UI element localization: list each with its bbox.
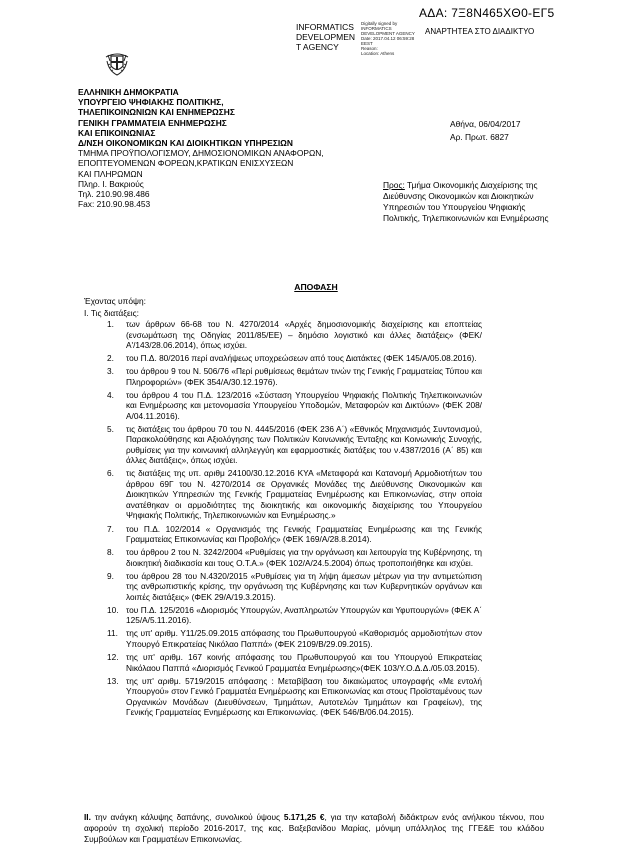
list-item: 5. τις διατάξεις του άρθρου 70 του Ν. 4445/2016 (ΦΕΚ 236 Α΄) «Εθνικός Μηχανισμός Συντονισμού, Παρακολούθησης και Αξιολόγησης των Πολιτικών Κοινωνικής Ένταξης και Κοινωνικής Συνοχής, ρυθμίσεις για την κοινωνική αλληλεγγύη και εφαρμοστικές διατάξεις του ν.4387/2016 (Α΄ 85) και άλλες διατάξεις», όπως ισχύει. xyxy=(107,423,482,466)
recipient-block xyxy=(383,180,563,224)
contact-person: Πληρ. Ι. Βακριούς xyxy=(78,178,144,189)
preamble-intro: Έχοντας υπόψη: xyxy=(84,296,146,306)
issuer-line: ΕΠΟΠΤΕΥΟΜΕΝΩΝ ΦΟΡΕΩΝ,ΚΡΑΤΙΚΩΝ ΕΝΙΣΧΥΣΕΩΝ xyxy=(78,158,294,169)
list-item: 7. του Π.Δ. 102/2014 « Οργανισμός της Γενικής Γραμματείας Ενημέρωσης και της Γενικής Γραμματείας Επικοινωνίας και Προβολής» (ΦΕΚ 169/Α/28.8.2014). xyxy=(107,523,482,545)
digital-signature-details: Digitally signed by INFORMATICS DEVELOPMENT AGENCY Date: 2017.04.12 06:59:28 EEST Reason: Location: Athens xyxy=(361,21,415,56)
signer-agency: INFORMATICS DEVELOPMEN T AGENCY xyxy=(296,22,356,52)
list-item: 13. της υπ' αριθμ. 5719/2015 απόφασης : Μεταβίβαση του δικαιώματος υπογραφής «Με εντολή Υπουργού» στον Γενικό Γραμματέα Ενημέρωσης και Επικοινωνίας και στους Προϊσταμένους των Οργανικών Μονάδων (Διευθύνσεων, Τμημάτων, Αυτοτελών Τμημάτων και Γραφείων), της Γενικής Γραμματείας Ενημέρωσης και Επικοινωνίας. (ΦΕΚ 546/Β/06.04.2015). xyxy=(107,675,482,718)
ada-code: ΑΔΑ: 7Ξ8Ν465ΧΘ0-ΕΓ5 xyxy=(419,6,555,20)
list-item: 9. του άρθρου 28 του Ν.4320/2015 «Ρυθμίσεις για τη λήψη άμεσων μέτρων για την αντιμετώπιση της ανθρωπιστικής κρίσης, την οργάνωση της Κυβέρνησης και των Κυβερνητικών οργάνων και λοιπές διατάξεις» (ΦΕΚ 29/Α/19.3.2015). xyxy=(107,570,482,602)
fax-number: Fax: 210.90.98.453 xyxy=(78,199,151,210)
list-item: 10. του Π.Δ. 125/2016 «Διορισμός Υπουργών, Αναπληρωτών Υπουργών και Υφυπουργών» (ΦΕΚ Α΄ 125/Α/5.11.2016). xyxy=(107,604,482,626)
date-block xyxy=(450,118,521,144)
issuer-line: Δ/ΝΣΗ ΟΙΚΟΝΟΜΙΚΩΝ ΚΑΙ ΔΙΟΙΚΗΤΙΚΩΝ ΥΠΗΡΕΣΙΩΝ xyxy=(78,138,293,149)
list-item: 11. της υπ' αριθμ. Υ11/25.09.2015 απόφασης του Πρωθυπουργού «Καθορισμός αρμοδιοτήτων στον Υπουργό Επικρατείας Νικόλαο Παππά» (ΦΕΚ 2109/Β/29.09.2015). xyxy=(107,628,482,649)
posting-notice: ΑΝΑΡΤΗΤΕΑ ΣΤΟ ΔΙΑΔΙΚΤΥΟ xyxy=(425,27,535,36)
issuer-line: ΤΜΗΜΑ ΠΡΟΫΠΟΛΟΓΙΣΜΟΥ, ΔΗΜΟΣΙΟΝΟΜΙΚΩΝ ΑΝΑΦΟΡΩΝ, xyxy=(78,148,324,159)
issuer-line: ΕΛΛΗΝΙΚΗ ΔΗΜΟΚΡΑΤΙΑ xyxy=(78,87,179,97)
list-item: 2. του Π.Δ. 80/2016 περί αναλήψεως υποχρεώσεων από τους Διατάκτες (ΦΕΚ 145/Α/05.08.2016). xyxy=(107,353,477,364)
list-item: 4. του άρθρου 4 του Π.Δ. 123/2016 «Σύσταση Υπουργείου Ψηφιακής Πολιτικής Τηλεπικοινωνιών και Ενημέρωσης και μετονομασία Υπουργείου Υποδομών, Μεταφορών και Δικτύων» (ΦΕΚ 208/Α/04.11.2016). xyxy=(107,389,482,421)
issuer-line: ΚΑΙ ΕΠΙΚΟΙΝΩΝΙΑΣ xyxy=(78,127,156,138)
phone-number: Τηλ. 210.90.98.486 xyxy=(78,189,150,200)
list-item: 1. των άρθρων 66-68 του Ν. 4270/2014 «Αρχές δημοσιονομικής διαχείρισης και εποπτείας (ενσωμάτωση της Οδηγίας 2011/85/ΕΕ) – δημόσιο λογιστικό και άλλες διατάξεις» (ΦΕΚ/Α'/143/28.06.2014), όπως ισχύει. xyxy=(107,319,482,350)
document-title: ΑΠΟΦΑΣΗ xyxy=(294,282,338,292)
document-date: Αθήνα, 06/04/2017 xyxy=(450,119,521,129)
amount: 5.171,25 € xyxy=(283,812,325,822)
greek-emblem-icon xyxy=(103,49,131,77)
issuer-line: ΓΕΝΙΚΗ ΓΡΑΜΜΑΤΕΙΑ ΕΝΗΜΕΡΩΣΗΣ xyxy=(78,117,227,128)
list-item: 6. τις διατάξεις της υπ. αριθμ 24100/30.12.2016 ΚΥΑ «Μεταφορά και Κατανομή Αρμοδιοτήτων του άρθρου 69Γ του Ν. 4270/2014 σε Οργανικές Μονάδες της Διεύθυνσης Οικονομικών και Διοικητικών Υπηρεσιών της Γενικής Γραμματείας Ενημέρωσης και Επικοινωνίας, στην οποία ανατέθηκαν οι αρμοδιότητες της διοικητικής και οικονομικής διαχείρισης του Υπουργείου Ψηφιακής Πολιτικής, Τηλεπικοινωνιών και Ενημέρωσης.» xyxy=(107,468,482,521)
preamble-section: Ι. Τις διατάξεις: xyxy=(84,308,139,318)
recipient-text: Τμήμα Οικονομικής Διαχείρισης της Διεύθυνσης Οικονομικών και Διοικητικών Υπηρεσιών του Υπουργείου Ψηφιακής Πολιτικής, Τηλεπικοινωνιών και Ενημέρωσης xyxy=(383,180,549,223)
final-clause: ΙΙ. την ανάγκη κάλυψης δαπάνης, συνολικού ύψους 5.171,25 €, για την καταβολή διδάκτρων ενός ανήλικου τέκνου, που αφορούν τη σχολική περίοδο 2016-2017, της κας. Βαξεβανίδου Μαρίας, μόνιμη υπάλληλος της ΓΓΕ&Ε του κλάδου Συμβούλων και Γραμματέων Επικοινωνίας. xyxy=(84,812,544,844)
issuer-line: ΤΗΛΕΠΙΚΟΙΝΩΝΙΩΝ ΚΑΙ ΕΝΗΜΕΡΩΣΗΣ xyxy=(78,107,235,118)
list-item: 12. της υπ' αριθμ. 167 κοινής απόφασης του Πρωθυπουργού και του Υπουργού Επικρατείας Νικόλαου Παππά «Διορισμός Γενικού Γραμματέα Ενημέρωσης»(ΦΕΚ 103/Υ.Ο.Δ.Δ./05.03.2015). xyxy=(107,652,482,673)
list-item: 8. του άρθρου 2 του Ν. 3242/2004 «Ρυθμίσεις για την οργάνωση και λειτουργία της Κυβέρνησης, τη διοικητική διαδικασία και τους Ο.Τ.Α.» (ΦΕΚ 102/Α/24.5.2004) όπως τροποποιήθηκε και ισχύει. xyxy=(107,547,482,568)
recipient-label: Προς: xyxy=(383,180,405,190)
issuer-line: ΚΑΙ ΠΛΗΡΩΜΩΝ xyxy=(78,168,143,179)
issuer-line: ΥΠΟΥΡΓΕΙΟ ΨΗΦΙΑΚΗΣ ΠΟΛΙΤΙΚΗΣ, xyxy=(78,97,224,108)
issuer-block xyxy=(78,87,324,209)
list-item: 3. του άρθρου 9 του Ν. 506/76 «Περί ρυθμίσεως θεμάτων τινών της Γενικής Γραμματείας Τύπου και Πληροφοριών» (ΦΕΚ 354/Α/30.12.1976). xyxy=(107,366,482,387)
provisions-list xyxy=(107,319,482,720)
final-clause-number: ΙΙ. xyxy=(84,812,91,822)
protocol-number: Αρ. Πρωτ. 6827 xyxy=(450,132,509,142)
